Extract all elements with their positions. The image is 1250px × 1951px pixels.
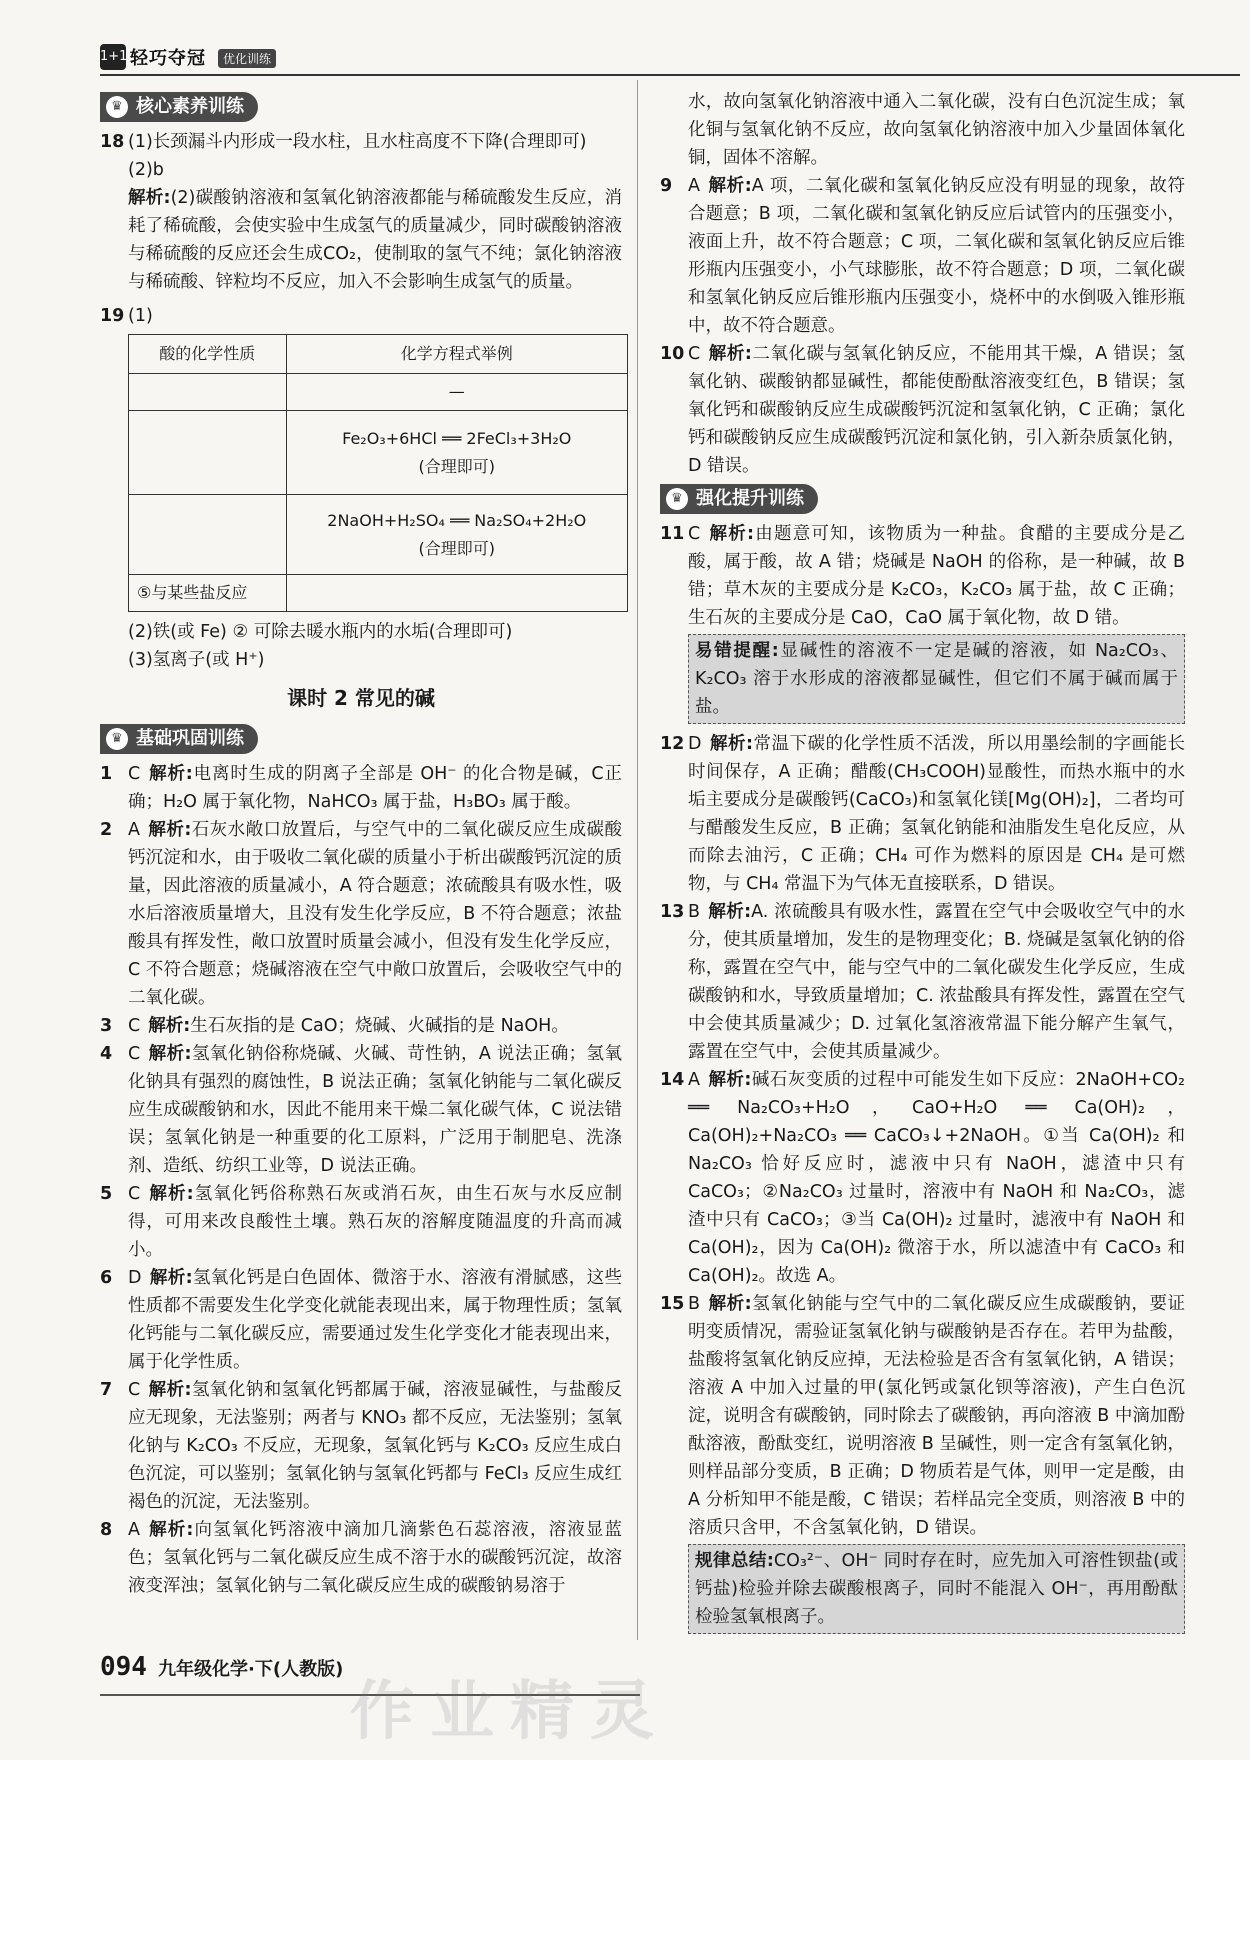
- crown-icon: ♛: [106, 728, 128, 750]
- question-5: 5 C 解析:氢氧化钙俗称熟石灰或消石灰，由生石灰与水反应制得，可用来改良酸性土壤。熟石灰的溶解度随温度的升高而减小。: [100, 1184, 622, 1260]
- crown-icon: ♛: [666, 488, 688, 510]
- header: [100, 40, 1250, 74]
- section-core: ♛ 核心素养训练: [100, 92, 258, 122]
- question-7: 7 C 解析:氢氧化钠和氢氧化钙都属于碱，溶液显碱性，与盐酸反应无现象，无法鉴别；两者与 KNO₃ 都不反应，无法鉴别；氢氧化钠与 K₂CO₃ 不反应，无现象，氢氧化钙与 K₂CO₃ 反应生成白色沉淀，可以鉴别；氢氧化钠与氢氧化钙都与 FeCl₃ 反应生成红褐色的沉淀，无法鉴别。: [100, 1380, 623, 1512]
- table-cell-equation-2: 2NaOH+H₂SO₄ ══ Na₂SO₄+2H₂O (合理即可): [286, 495, 627, 575]
- question-14: 14 A 解析:碱石灰变质的过程中可能发生如下反应：2NaOH+CO₂ ══ Na₂CO₃+H₂O，CaO+H₂O ══ Ca(OH)₂，Ca(OH)₂+Na₂CO₃ ══ CaCO₃↓+2NaOH。①当 Ca(OH)₂ 和 Na₂CO₃ 恰好反应时，滤液中只有 NaOH，滤渣中只有 CaCO₃；②Na₂CO₃ 过量时，溶液中有 NaOH 和 Na₂CO₃，滤渣中只有 CaCO₃；③当 Ca(OH)₂ 过量时，滤液中有 NaOH 和 Ca(OH)₂，因为 Ca(OH)₂ 微溶于水，所以滤渣中有 CaCO₃ 和 Ca(OH)₂。故选 A。: [660, 1070, 1186, 1286]
- table-cell-dash: —: [286, 374, 627, 411]
- question-3: 3 C 解析:生石灰指的是 CaO；烧碱、火碱指的是 NaOH。: [100, 1016, 569, 1036]
- table-header-equation: 化学方程式举例: [286, 335, 627, 374]
- watermark: 作业精灵: [350, 1675, 670, 1749]
- footer-title: 九年级化学·下(人教版): [158, 1659, 344, 1680]
- question-18: 18 (1)长颈漏斗内形成一段水柱，且水柱高度不下降(合理即可) (2)b 解析:(2)碳酸钠溶液和氢氧化钠溶液都能与稀硫酸发生反应，消耗了稀硫酸，会使实验中生成氢气的质量减少，同时碳酸钠溶液与稀硫酸的反应还会生成CO₂，使制取的氢气不纯；氯化钠溶液与稀硫酸、锌粒均不反应，加入不会影响生成氢气的质量。: [100, 132, 622, 292]
- page-number: 094: [100, 1652, 147, 1682]
- acid-properties-table: [128, 334, 628, 612]
- logo-badge: 1+1: [100, 44, 126, 70]
- lesson-title: 课时 2 常见的碱: [287, 686, 435, 710]
- question-10: 10 C 解析:二氧化碳与氢氧化钠反应，不能用其干燥，A 错误；氢氧化钠、碳酸钠都显碱性，都能使酚酞溶液变红色，B 错误；氢氧化钙和碳酸钠反应生成碳酸钙沉淀和氢氧化钠，C 正确；氯化钙和碳酸钠反应生成碳酸钙沉淀和氯化钠，引入新杂质氯化钠，D 错误。: [660, 344, 1185, 476]
- header-divider: [100, 74, 1240, 76]
- question-2: 2 A 解析:石灰水敞口放置后，与空气中的二氧化碳反应生成碳酸钙沉淀和水，由于吸收二氧化碳的质量小于析出碳酸钙沉淀的质量，因此溶液的质量减小，A 符合题意；浓硫酸具有吸水性，吸水后溶液质量增大，且没有发生化学反应，B 不符合题意；浓盐酸具有挥发性，敞口放置时质量会减小，但没有发生化学反应，C 不符合题意；烧碱溶液在空气中敞口放置后，会吸收空气中的二氧化碳。: [100, 820, 623, 1008]
- column-divider: [637, 80, 638, 1640]
- section-strong: ♛ 强化提升训练: [660, 484, 818, 514]
- question-4: 4 C 解析:氢氧化钠俗称烧碱、火碱、苛性钠，A 说法正确；氢氧化钠具有强烈的腐蚀性，B 说法正确；氢氧化钠能与二氧化碳反应生成碳酸钠和水，因此不能用来干燥二氧化碳气体，C 说法错误；氢氧化钠是一种重要的化工原料，广泛用于制肥皂、洗涤剂、造纸、纺织工业等，D 说法正确。: [100, 1044, 622, 1176]
- question-1: 1 C 解析:电离时生成的阴离子全部是 OH⁻ 的化合物是碱，C正确；H₂O 属于氧化物，NaHCO₃ 属于盐，H₃BO₃ 属于酸。: [100, 764, 623, 812]
- table-cell-salt: ⑤与某些盐反应: [129, 575, 287, 612]
- question-8-continued: 水，故向氢氧化钠溶液中通入二氧化碳，没有白色沉淀生成；氧化铜与氢氧化钠不反应，故向氢氧化钠溶液中加入少量固体氧化铜，固体不溶解。: [688, 92, 1185, 168]
- crown-icon: ♛: [106, 96, 128, 118]
- question-12: 12 D 解析:常温下碳的化学性质不活泼，所以用墨绘制的字画能长时间保存，A 正确；醋酸(CH₃COOH)显酸性，而热水瓶中的水垢主要成分是碳酸钙(CaCO₃)和氢氧化镁[Mg(OH)₂]，二者均可与醋酸发生反应，B 正确；氢氧化钠能和油脂发生皂化反应，从而除去油污，C 正确；CH₄ 可作为燃料的原因是 CH₄ 是可燃物，与 CH₄ 常温下为气体无直接联系，D 错误。: [660, 734, 1185, 894]
- question-8: 8 A 解析:向氢氧化钙溶液中滴加几滴紫色石蕊溶液，溶液显蓝色；氢氧化钙与二氧化碳反应生成不溶于水的碳酸钙沉淀，故溶液变浑浊；氢氧化钠与二氧化碳反应生成的碳酸钠易溶于: [100, 1520, 622, 1596]
- brand-logo: 轻巧夺冠: [130, 48, 206, 69]
- section-basic: ♛ 基础巩固训练: [100, 724, 258, 754]
- tip-box-error: 易错提醒:显碱性的溶液不一定是碱的溶液，如 Na₂CO₃、K₂CO₃ 溶于水形成的溶液都显碱性，但它们不属于碱而属于盐。: [688, 634, 1185, 724]
- right-column: [660, 88, 1185, 1640]
- question-6: 6 D 解析:氢氧化钙是白色固体、微溶于水、溶液有滑腻感，这些性质都不需要发生化学变化就能表现出来，属于物理性质；氢氧化钙能与二氧化碳反应，需要通过发生化学变化才能表现出来，属于化学性质。: [100, 1268, 623, 1372]
- question-13: 13 B 解析:A. 浓硫酸具有吸水性，露置在空气中会吸收空气中的水分，使其质量增加，发生的是物理变化；B. 烧碱是氢氧化钠的俗称，露置在空气中，能与空气中的二氧化碳发生化学反应，生成碳酸钠和水，导致质量增加；C. 浓盐酸具有挥发性，露置在空气中会使其质量减少；D. 过氧化氢溶液常温下能分解产生氧气，露置在空气中，会使其质量减少。: [660, 902, 1185, 1062]
- tip-box-summary: 规律总结:CO₃²⁻、OH⁻ 同时存在时，应先加入可溶性钡盐(或钙盐)检验并除去碳酸根离子，同时不能混入 OH⁻，再用酚酞检验氢氧根离子。: [688, 1544, 1185, 1634]
- left-column: ♛ 核心素养训练 18 (1)长颈漏斗内形成一段水柱，且水柱高度不下降(合理即可) (2)b 解析:(2)碳酸钠溶液和氢氧化钠溶液都能与稀硫酸发生反应，消耗了稀硫酸，会使实验中生成氢气的质量减少，同时碳酸钠溶液与稀硫酸的反应还会生成CO₂，使制取的氢气不纯；氯化钠溶液与稀硫酸、锌粒均不反应，加入不会影响生成氢气的质量。 19 (1) 酸的化学性质 化学方程式举例 — Fe₂O₃+6HCl ══ 2FeCl₃+3H₂O (合理即可) 2NaOH+H₂SO₄ ══ Na₂SO₄+2H₂O (合理即可) ⑤与某些盐反应 (2)铁(或 Fe) ② 可除去暖水瓶内的水垢(合理即可) (3)氢离子(或 H⁺) 课时 2 常见的碱 ♛ 基础巩固训练 1 C 解析:电离时生成的阴离子全部是 OH⁻ 的化合物是碱，C正确；H₂O 属于氧化物，NaHCO₃ 属于盐，H₃BO₃ 属于酸。 2 A 解析:石灰水敞口放置后，与空气中的二氧化碳反应生成碳酸钙沉淀和水，由于吸收二氧化碳的质量小于析出碳酸钙沉淀的质量，因此溶液的质量减小，A 符合题意；浓硫酸具有吸水性，吸水后溶液质量增大，且没有发生化学反应，B 不符合题意；浓盐酸具有挥发性，敞口放置时质量会减小，但没有发生化学反应，C 不符合题意；烧碱溶液在空气中敞口放置后，会吸收空气中的二氧化碳。 3 C 解析:生石灰指的是 CaO；烧碱、火碱指的是 NaOH。 4 C 解析:氢氧化钠俗称烧碱、火碱、苛性钠，A 说法正确；氢氧化钠具有强烈的腐蚀性，B 说法正确；氢氧化钠能与二氧化碳反应生成碳酸钠和水，因此不能用来干燥二氧化碳气体，C 说法错误；氢氧化钠是一种重要的化工原料，广泛用于制肥皂、洗涤剂、造纸、纺织工业等，D 说法正确。 5 C 解析:氢氧化钙俗称熟石灰或消石灰，由生石灰与水反应制得，可用来改良酸性土壤。熟石灰的溶解度随温度的升高而减小。 6 D 解析:氢氧化钙是白色固体、微溶于水、溶液有滑腻感，这些性质都不需要发生化学变化就能表现出来，属于物理性质；氢氧化钙能与二氧化碳反应，需要通过发生化学变化才能表现出来，属于化学性质。 7 C 解析:氢氧化钠和氢氧化钙都属于碱，溶液显碱性，与盐酸反应无现象，无法鉴别；两者与 KNO₃ 都不反应，无法鉴别；氢氧化钠与 K₂CO₃ 不反应，无现象，氢氧化钙与 K₂CO₃ 反应生成白色沉淀，可以鉴别；氢氧化钠与氢氧化钙都与 FeCl₃ 反应生成红褐色的沉淀，无法鉴别。 8 A 解析:向氢氧化钙溶液中滴加几滴紫色石蕊溶液，溶液显蓝色；氢氧化钙与二氧化碳反应生成不溶于水的碳酸钙沉淀，故溶液变浑浊；氢氧化钠与二氧化碳反应生成的碳酸钠易溶于: [100, 88, 622, 1600]
- question-19: 19 (1): [100, 306, 153, 326]
- table-header-property: 酸的化学性质: [129, 335, 287, 374]
- question-11: 11 C 解析:由题意可知，该物质为一种盐。食醋的主要成分是乙酸，属于酸，故 A 错；烧碱是 NaOH 的俗称，是一种碱，故 B 错；草木灰的主要成分是 K₂CO₃，K₂CO₃ 属于盐，故 C 正确；生石灰的主要成分是 CaO，CaO 属于氧化物，故 D 错。: [660, 524, 1186, 628]
- question-9: 9 A 解析:A 项，二氧化碳和氢氧化钠反应没有明显的现象，故符合题意；B 项，二氧化碳和氢氧化钠反应后试管内的压强变小，液面上升，故不符合题意；C 项，二氧化碳和氢氧化钠反应后锥形瓶内压强变小，小气球膨胀，故不符合题意；D 项，二氧化碳和氢氧化钠反应后锥形瓶内压强变小，烧杯中的水倒吸入锥形瓶中，故不符合题意。: [660, 176, 1185, 336]
- question-15: 15 B 解析:氢氧化钠能与空气中的二氧化碳反应生成碳酸钠，要证明变质情况，需验证氢氧化钠与碳酸钠是否存在。若甲为盐酸，盐酸将氢氧化钠反应掉，无法检验是否含有氢氧化钠，A 错误；溶液 A 中加入过量的甲(氯化钙或氯化钡等溶液)，产生白色沉淀，说明含有碳酸钠，同时除去了碳酸钠，再向溶液 B 中滴加酚酞溶液，酚酞变红，说明溶液 B 呈碱性，则一定含有氢氧化钠，则样品部分变质，B 正确；D 物质若是气体，则甲一定是酸，由 A 分析知甲不能是酸，C 错误；若样品完全变质，则溶液 B 中的溶质只含甲，不含氢氧化钠，D 错误。: [660, 1294, 1186, 1538]
- table-cell-equation-1: Fe₂O₃+6HCl ══ 2FeCl₃+3H₂O (合理即可): [286, 411, 627, 495]
- brand-subtitle: 优化训练: [218, 49, 276, 68]
